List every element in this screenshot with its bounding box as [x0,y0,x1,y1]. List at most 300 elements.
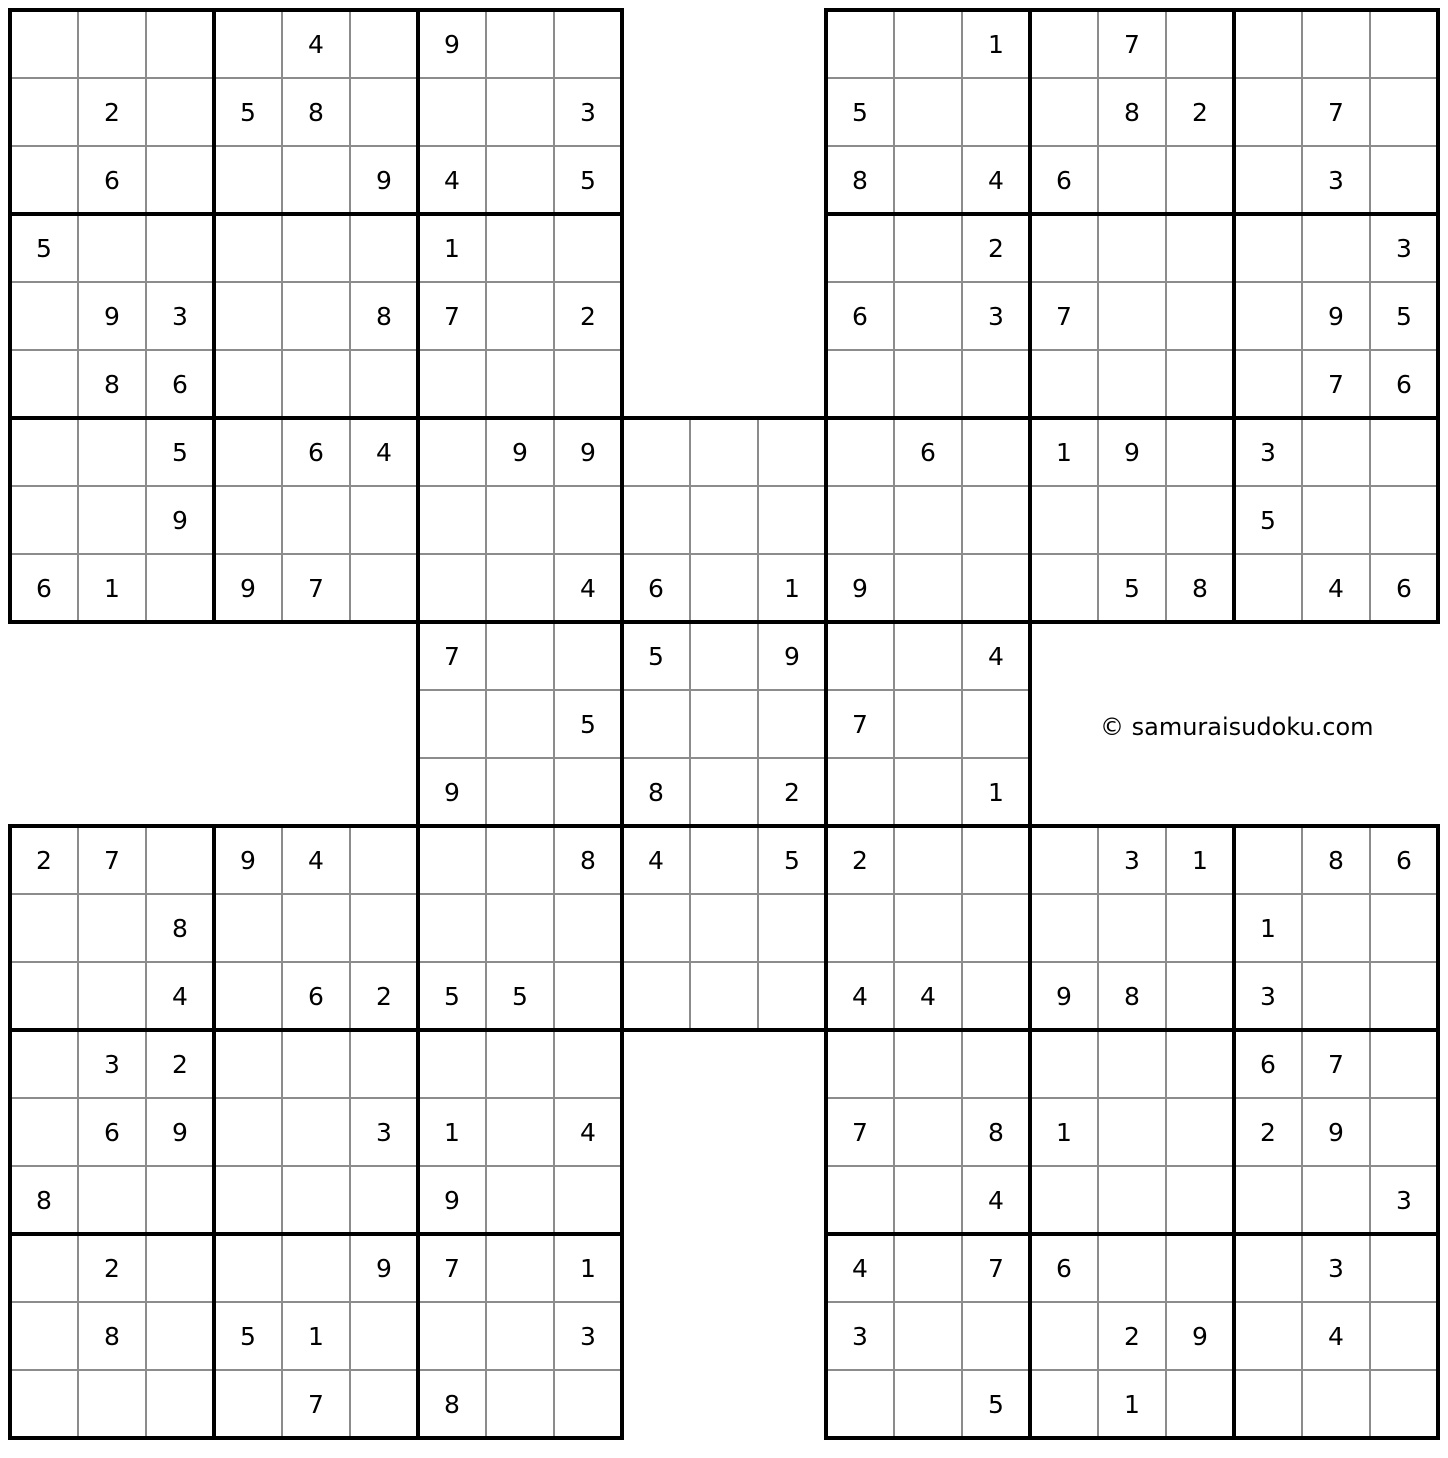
sudoku-cell[interactable] [1234,78,1302,146]
sudoku-cell[interactable] [1030,10,1098,78]
sudoku-cell[interactable] [962,1302,1030,1370]
sudoku-cell[interactable] [1166,1166,1234,1234]
sudoku-cell[interactable] [1370,10,1438,78]
sudoku-cell[interactable] [1098,894,1166,962]
given-digit: 8 [1328,846,1344,875]
sudoku-cell[interactable] [10,146,78,214]
sudoku-cell[interactable] [10,1234,78,1302]
sudoku-cell[interactable] [1234,1302,1302,1370]
sudoku-cell[interactable] [1166,486,1234,554]
given-digit: 6 [1396,846,1412,875]
given-digit: 9 [240,574,256,603]
given-digit: 7 [1056,302,1072,331]
sudoku-cell[interactable] [10,282,78,350]
sudoku-cell[interactable] [894,1166,962,1234]
sudoku-cell[interactable] [554,962,622,1030]
sudoku-cell[interactable] [826,350,894,418]
sudoku-cell[interactable] [1302,10,1370,78]
sudoku-cell[interactable] [350,214,418,282]
given-digit: 8 [1124,98,1140,127]
sudoku-cell[interactable] [554,758,622,826]
sudoku-cell[interactable] [10,894,78,962]
given-digit: 5 [512,982,528,1011]
sudoku-cell[interactable] [1166,282,1234,350]
given-digit: 3 [104,1050,120,1079]
sudoku-cell[interactable] [10,1098,78,1166]
sudoku-cell[interactable] [146,554,214,622]
sudoku-cell[interactable] [1234,554,1302,622]
sudoku-cell[interactable] [1370,1370,1438,1438]
given-digit: 3 [172,302,188,331]
sudoku-cell[interactable] [146,10,214,78]
given-digit: 9 [376,1254,392,1283]
sudoku-cell[interactable] [486,826,554,894]
sudoku-cell[interactable] [758,962,826,1030]
sudoku-cell[interactable] [1234,146,1302,214]
sudoku-cell[interactable] [282,1098,350,1166]
sudoku-cell[interactable] [962,962,1030,1030]
sudoku-cell[interactable] [894,1370,962,1438]
sudoku-cell[interactable] [78,962,146,1030]
sudoku-cell[interactable] [486,1098,554,1166]
sudoku-cell[interactable] [1030,1030,1098,1098]
sudoku-cell[interactable] [418,418,486,486]
sudoku-cell[interactable] [486,1030,554,1098]
sudoku-cell[interactable] [350,78,418,146]
sudoku-cell[interactable] [214,486,282,554]
sudoku-cell[interactable] [1370,78,1438,146]
sudoku-cell[interactable] [1098,1234,1166,1302]
sudoku-cell[interactable] [486,554,554,622]
sudoku-cell[interactable] [554,350,622,418]
sudoku-cell[interactable] [350,554,418,622]
sudoku-cell[interactable] [894,826,962,894]
given-digit: 9 [172,506,188,535]
sudoku-cell[interactable] [894,486,962,554]
sudoku-cell[interactable] [418,486,486,554]
given-digit: 6 [920,438,936,467]
sudoku-cell[interactable] [486,486,554,554]
sudoku-cell[interactable] [146,1302,214,1370]
sudoku-cell[interactable] [758,690,826,758]
sudoku-cell[interactable] [78,418,146,486]
sudoku-cell[interactable] [1166,214,1234,282]
sudoku-cell[interactable] [350,826,418,894]
sudoku-cell[interactable] [282,214,350,282]
given-digit: 2 [172,1050,188,1079]
sudoku-cell[interactable] [1030,1166,1098,1234]
sudoku-cell[interactable] [1166,962,1234,1030]
sudoku-cell[interactable] [282,1234,350,1302]
given-digit: 3 [1396,234,1412,263]
sudoku-cell[interactable] [418,826,486,894]
sudoku-cell[interactable] [1166,1030,1234,1098]
given-digit: 6 [308,438,324,467]
sudoku-cell[interactable] [622,690,690,758]
given-digit: 9 [784,642,800,671]
sudoku-cell[interactable] [418,554,486,622]
given-digit: 6 [1396,574,1412,603]
sudoku-cell[interactable] [894,622,962,690]
given-digit: 7 [1328,370,1344,399]
sudoku-cell[interactable] [282,1166,350,1234]
sudoku-cell[interactable] [1370,1098,1438,1166]
sudoku-cell[interactable] [10,1370,78,1438]
sudoku-cell[interactable] [78,486,146,554]
sudoku-cell[interactable] [894,690,962,758]
sudoku-cell[interactable] [146,826,214,894]
sudoku-cell[interactable] [214,418,282,486]
sudoku-cell[interactable] [690,418,758,486]
given-digit: 8 [104,1322,120,1351]
sudoku-cell[interactable] [10,350,78,418]
sudoku-cell[interactable] [894,894,962,962]
sudoku-cell[interactable] [554,10,622,78]
sudoku-cell[interactable] [1302,486,1370,554]
sudoku-cell[interactable] [78,894,146,962]
given-digit: 1 [1056,438,1072,467]
sudoku-cell[interactable] [1098,486,1166,554]
given-digit: 6 [104,166,120,195]
given-digit: 7 [852,1118,868,1147]
given-digit: 4 [308,30,324,59]
sudoku-cell[interactable] [894,1098,962,1166]
sudoku-cell[interactable] [486,758,554,826]
sudoku-cell[interactable] [1302,214,1370,282]
sudoku-cell[interactable] [1234,1370,1302,1438]
sudoku-cell[interactable] [1166,10,1234,78]
given-digit: 4 [376,438,392,467]
given-digit: 9 [1056,982,1072,1011]
sudoku-cell[interactable] [214,894,282,962]
sudoku-cell[interactable] [1370,146,1438,214]
sudoku-cell[interactable] [758,486,826,554]
sudoku-cell[interactable] [962,1030,1030,1098]
sudoku-cell[interactable] [826,214,894,282]
sudoku-cell[interactable] [214,10,282,78]
sudoku-cell[interactable] [350,350,418,418]
sudoku-cell[interactable] [350,486,418,554]
sudoku-cell[interactable] [486,350,554,418]
given-digit: 8 [104,370,120,399]
sudoku-cell[interactable] [690,758,758,826]
sudoku-cell[interactable] [1370,1302,1438,1370]
sudoku-cell[interactable] [214,282,282,350]
sudoku-cell[interactable] [10,486,78,554]
sudoku-cell[interactable] [1370,1030,1438,1098]
sudoku-cell[interactable] [554,894,622,962]
given-digit: 8 [308,98,324,127]
sudoku-cell[interactable] [282,350,350,418]
sudoku-cell[interactable] [350,1370,418,1438]
sudoku-cell[interactable] [1030,78,1098,146]
sudoku-cell[interactable] [1030,214,1098,282]
given-digit: 9 [444,1186,460,1215]
sudoku-cell[interactable] [418,350,486,418]
sudoku-cell[interactable] [894,214,962,282]
sudoku-cell[interactable] [10,1302,78,1370]
sudoku-cell[interactable] [622,418,690,486]
sudoku-cell[interactable] [214,350,282,418]
sudoku-cell[interactable] [1166,894,1234,962]
given-digit: 1 [104,574,120,603]
sudoku-cell[interactable] [1166,350,1234,418]
sudoku-cell[interactable] [10,418,78,486]
sudoku-cell[interactable] [554,1166,622,1234]
sudoku-cell[interactable] [146,214,214,282]
sudoku-cell[interactable] [214,1234,282,1302]
given-digit: 4 [988,1186,1004,1215]
sudoku-cell[interactable] [962,894,1030,962]
sudoku-cell[interactable] [418,690,486,758]
sudoku-cell[interactable] [1030,486,1098,554]
sudoku-cell[interactable] [894,1234,962,1302]
sudoku-cell[interactable] [1370,486,1438,554]
given-digit: 4 [988,642,1004,671]
sudoku-cell[interactable] [826,10,894,78]
sudoku-cell[interactable] [1030,894,1098,962]
given-digit: 3 [1396,1186,1412,1215]
sudoku-cell[interactable] [962,418,1030,486]
sudoku-cell[interactable] [826,418,894,486]
sudoku-cell[interactable] [1166,1098,1234,1166]
sudoku-cell[interactable] [1370,418,1438,486]
sudoku-cell[interactable] [350,10,418,78]
sudoku-cell[interactable] [894,10,962,78]
given-digit: 8 [852,166,868,195]
sudoku-cell[interactable] [690,962,758,1030]
sudoku-cell[interactable] [486,214,554,282]
sudoku-cell[interactable] [486,894,554,962]
sudoku-cell[interactable] [826,1166,894,1234]
sudoku-cell[interactable] [282,146,350,214]
sudoku-cell[interactable] [1098,1030,1166,1098]
sudoku-cell[interactable] [1302,1370,1370,1438]
sudoku-cell[interactable] [282,282,350,350]
given-digit: 6 [36,574,52,603]
sudoku-cell[interactable] [1030,826,1098,894]
sudoku-cell[interactable] [486,10,554,78]
given-digit: 5 [1124,574,1140,603]
sudoku-cell[interactable] [10,10,78,78]
sudoku-cell[interactable] [1234,1234,1302,1302]
sudoku-cell[interactable] [690,894,758,962]
sudoku-cell[interactable] [690,622,758,690]
sudoku-cell[interactable] [758,418,826,486]
sudoku-cell[interactable] [1030,350,1098,418]
sudoku-cell[interactable] [894,350,962,418]
sudoku-cell[interactable] [282,894,350,962]
sudoku-cell[interactable] [486,1234,554,1302]
given-digit: 2 [1124,1322,1140,1351]
sudoku-cell[interactable] [1302,1166,1370,1234]
sudoku-cell[interactable] [554,486,622,554]
sudoku-cell[interactable] [826,894,894,962]
sudoku-cell[interactable] [486,690,554,758]
given-digit: 4 [852,982,868,1011]
given-digit: 9 [444,30,460,59]
given-digit: 1 [784,574,800,603]
sudoku-cell[interactable] [350,1166,418,1234]
sudoku-cell[interactable] [214,1166,282,1234]
sudoku-cell[interactable] [826,486,894,554]
sudoku-cell[interactable] [826,1370,894,1438]
given-digit: 7 [308,1390,324,1419]
sudoku-cell[interactable] [10,962,78,1030]
sudoku-cell[interactable] [690,554,758,622]
sudoku-cell[interactable] [622,486,690,554]
given-digit: 6 [1396,370,1412,399]
sudoku-cell[interactable] [1234,214,1302,282]
sudoku-cell[interactable] [1234,350,1302,418]
sudoku-cell[interactable] [486,1166,554,1234]
sudoku-cell[interactable] [622,894,690,962]
sudoku-cell[interactable] [962,554,1030,622]
sudoku-cell[interactable] [1166,418,1234,486]
sudoku-cell[interactable] [1030,1370,1098,1438]
sudoku-cell[interactable] [1302,418,1370,486]
sudoku-cell[interactable] [758,894,826,962]
sudoku-cell[interactable] [214,1098,282,1166]
given-digit: 3 [1328,1254,1344,1283]
sudoku-cell[interactable] [826,1030,894,1098]
given-digit: 1 [1124,1390,1140,1419]
sudoku-cell[interactable] [78,214,146,282]
given-digit: 6 [104,1118,120,1147]
sudoku-cell[interactable] [214,962,282,1030]
sudoku-cell[interactable] [826,758,894,826]
sudoku-cell[interactable] [486,622,554,690]
given-digit: 9 [376,166,392,195]
sudoku-cell[interactable] [962,486,1030,554]
given-digit: 5 [852,98,868,127]
sudoku-cell[interactable] [1098,1098,1166,1166]
sudoku-cell[interactable] [894,758,962,826]
sudoku-cell[interactable] [554,622,622,690]
given-digit: 9 [580,438,596,467]
sudoku-cell[interactable] [1030,1302,1098,1370]
sudoku-cell[interactable] [1234,826,1302,894]
given-digit: 1 [444,234,460,263]
sudoku-cell[interactable] [1234,1166,1302,1234]
sudoku-cell[interactable] [1370,962,1438,1030]
sudoku-cell[interactable] [486,146,554,214]
sudoku-cell[interactable] [282,486,350,554]
given-digit: 4 [580,574,596,603]
sudoku-cell[interactable] [486,1370,554,1438]
sudoku-cell[interactable] [1370,1234,1438,1302]
sudoku-cell[interactable] [418,78,486,146]
sudoku-cell[interactable] [554,1030,622,1098]
sudoku-cell[interactable] [894,78,962,146]
sudoku-cell[interactable] [146,146,214,214]
sudoku-cell[interactable] [1166,146,1234,214]
given-digit: 7 [444,642,460,671]
sudoku-cell[interactable] [1166,1370,1234,1438]
given-digit: 9 [1328,1118,1344,1147]
given-digit: 5 [36,234,52,263]
sudoku-cell[interactable] [146,78,214,146]
sudoku-cell[interactable] [1098,282,1166,350]
sudoku-cell[interactable] [78,1370,146,1438]
given-digit: 3 [1260,438,1276,467]
sudoku-cell[interactable] [78,10,146,78]
sudoku-cell[interactable] [1234,10,1302,78]
sudoku-cell[interactable] [894,554,962,622]
sudoku-cell[interactable] [1098,214,1166,282]
sudoku-cell[interactable] [554,214,622,282]
sudoku-cell[interactable] [962,350,1030,418]
sudoku-cell[interactable] [418,894,486,962]
sudoku-cell[interactable] [1098,1166,1166,1234]
sudoku-cell[interactable] [418,1302,486,1370]
sudoku-cell[interactable] [486,78,554,146]
sudoku-cell[interactable] [894,1030,962,1098]
sudoku-cell[interactable] [894,146,962,214]
sudoku-cell[interactable] [962,78,1030,146]
given-digit: 7 [988,1254,1004,1283]
sudoku-cell[interactable] [78,1166,146,1234]
sudoku-cell[interactable] [554,1370,622,1438]
given-digit: 6 [1056,1254,1072,1283]
sudoku-cell[interactable] [1030,554,1098,622]
sudoku-cell[interactable] [622,962,690,1030]
sudoku-cell[interactable] [418,1030,486,1098]
sudoku-cell[interactable] [282,1030,350,1098]
sudoku-cell[interactable] [1302,962,1370,1030]
sudoku-cell[interactable] [1098,146,1166,214]
sudoku-cell[interactable] [350,1030,418,1098]
sudoku-cell[interactable] [214,1370,282,1438]
sudoku-cell[interactable] [214,146,282,214]
sudoku-cell[interactable] [146,1234,214,1302]
sudoku-cell[interactable] [1234,282,1302,350]
sudoku-cell[interactable] [826,622,894,690]
given-digit: 1 [444,1118,460,1147]
sudoku-cell[interactable] [146,1370,214,1438]
sudoku-cell[interactable] [894,282,962,350]
sudoku-cell[interactable] [690,690,758,758]
sudoku-cell[interactable] [350,1302,418,1370]
given-digit: 9 [1124,438,1140,467]
sudoku-cell[interactable] [962,690,1030,758]
sudoku-cell[interactable] [214,1030,282,1098]
given-digit: 2 [580,302,596,331]
sudoku-cell[interactable] [1302,894,1370,962]
sudoku-cell[interactable] [146,1166,214,1234]
sudoku-cell[interactable] [486,1302,554,1370]
sudoku-cell[interactable] [1370,894,1438,962]
given-digit: 2 [1260,1118,1276,1147]
sudoku-cell[interactable] [10,78,78,146]
sudoku-cell[interactable] [690,486,758,554]
given-digit: 1 [580,1254,596,1283]
given-digit: 1 [988,30,1004,59]
sudoku-cell[interactable] [10,1030,78,1098]
given-digit: 5 [580,166,596,195]
sudoku-cell[interactable] [486,282,554,350]
given-digit: 7 [1328,1050,1344,1079]
sudoku-cell[interactable] [1166,1234,1234,1302]
sudoku-cell[interactable] [962,826,1030,894]
sudoku-cell[interactable] [894,1302,962,1370]
sudoku-cell[interactable] [690,826,758,894]
sudoku-cell[interactable] [1098,350,1166,418]
given-digit: 4 [988,166,1004,195]
given-digit: 8 [580,846,596,875]
sudoku-cell[interactable] [350,894,418,962]
sudoku-cell[interactable] [214,214,282,282]
